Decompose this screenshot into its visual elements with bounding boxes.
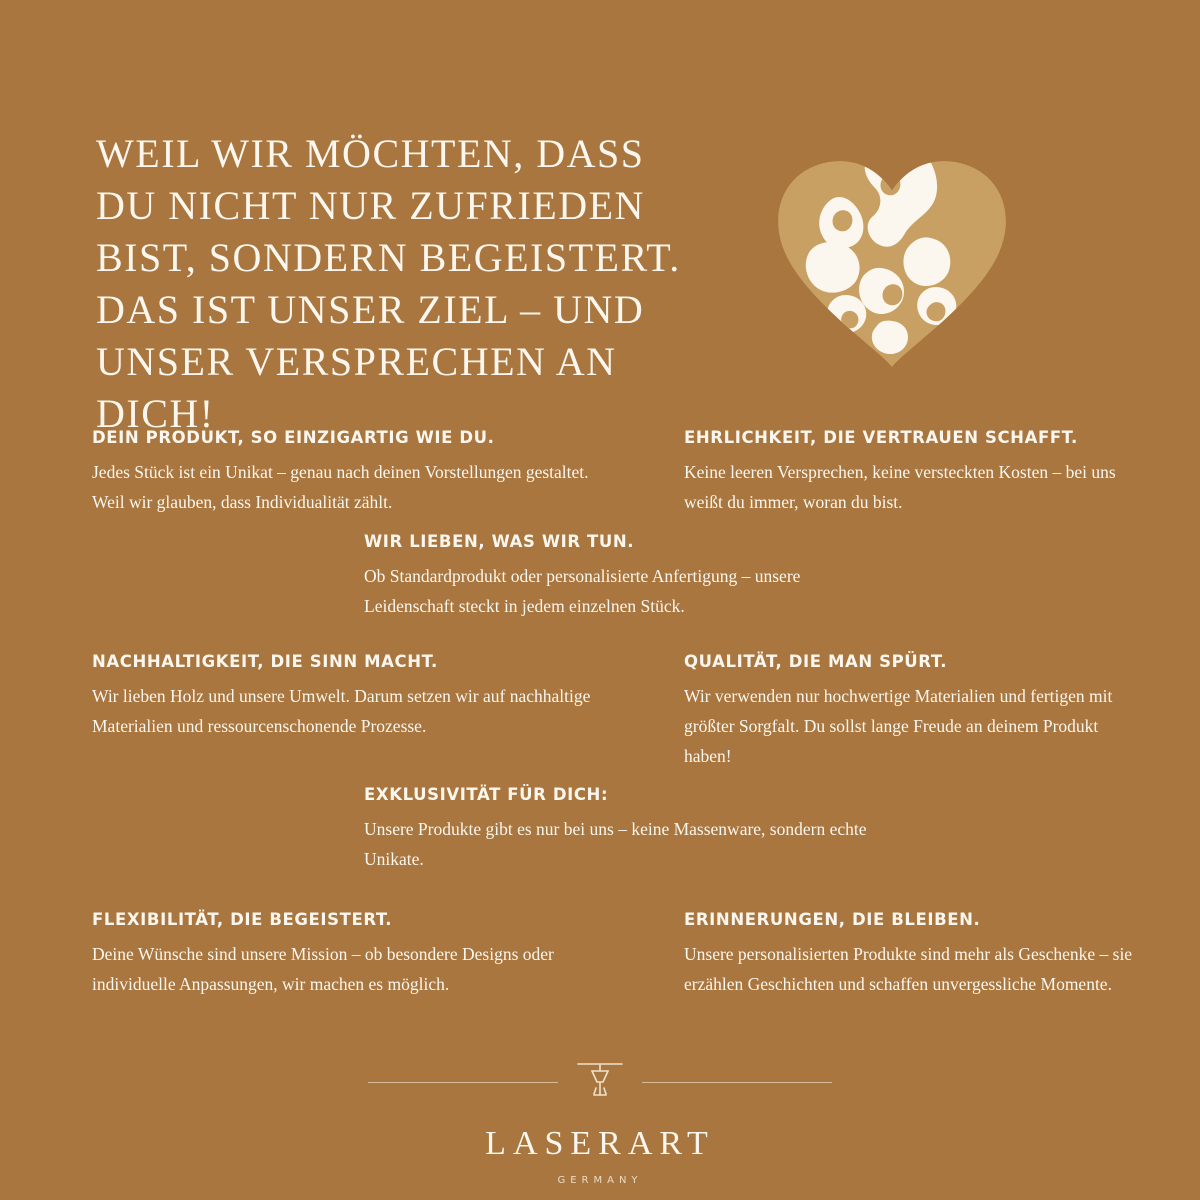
value-block-body: Jedes Stück ist ein Unikat – genau nach deinen Vorstellungen gestaltet. Weil wir glauben, dass Individualität zählt. [92, 462, 589, 512]
value-block-title: DEIN PRODUKT, SO EINZIGARTIG WIE DU. [92, 428, 495, 447]
value-block-dein-produkt [92, 428, 622, 517]
value-block-flexibilitaet [92, 910, 622, 999]
value-block-body: Wir lieben Holz und unsere Umwelt. Darum setzen wir auf nachhaltige Materialien und ressourcenschonende Prozesse. [92, 686, 591, 736]
value-block-body: Wir verwenden nur hochwertige Materialien und fertigen mit größter Sorgfalt. Du sollst lange Freude an deinem Produkt haben! [684, 686, 1113, 766]
value-block-body: Unsere personalisierten Produkte sind mehr als Geschenke – sie erzählen Geschichten und schaffen unvergessliche Momente. [684, 944, 1133, 994]
brand-name: LASERART [485, 1125, 715, 1162]
footer [0, 1055, 1200, 1186]
value-block-body: Deine Wünsche sind unsere Mission – ob besondere Designs oder individuelle Anpassungen, wir machen es möglich. [92, 944, 554, 994]
value-block-title: FLEXIBILITÄT, DIE BEGEISTERT. [92, 910, 393, 929]
value-block-ehrlichkeit [684, 428, 1144, 517]
value-block-erinnerungen [684, 910, 1144, 999]
divider-right [642, 1082, 832, 1083]
value-block-title: ERINNERUNGEN, DIE BLEIBEN. [684, 910, 981, 929]
value-block-exklusivitaet [364, 785, 884, 874]
value-block-body: Unsere Produkte gibt es nur bei uns – keine Massenware, sondern echte Unikate. [364, 819, 867, 869]
value-block-qualitaet [684, 652, 1144, 771]
value-block-body: Ob Standardprodukt oder personalisierte Anfertigung – unsere Leidenschaft steckt in jedem einzelnen Stück. [364, 566, 801, 616]
page-title: WEIL WIR MÖCHTEN, DASS DU NICHT NUR ZUFRIEDEN BIST, SONDERN BEGEISTERT. DAS IST UNSER ZIEL – UND UNSER VERSPRECHEN AN DICH! [96, 131, 681, 436]
brand-subtitle: GERMANY [557, 1175, 643, 1186]
value-block-nachhaltigkeit [92, 652, 622, 741]
value-block-body: Keine leeren Versprechen, keine versteckten Kosten – bei uns weißt du immer, woran du bist. [684, 462, 1116, 512]
divider-left [368, 1082, 558, 1083]
value-block-title: QUALITÄT, DIE MAN SPÜRT. [684, 652, 948, 671]
heart-world-icon [772, 155, 1012, 370]
laser-engraver-icon [568, 1055, 632, 1109]
footer-divider-row [0, 1055, 1200, 1109]
value-block-wir-lieben [364, 532, 884, 621]
value-block-title: WIR LIEBEN, WAS WIR TUN. [364, 532, 635, 551]
value-block-title: EXKLUSIVITÄT FÜR DICH: [364, 785, 609, 804]
value-block-title: EHRLICHKEIT, DIE VERTRAUEN SCHAFFT. [684, 428, 1078, 447]
value-block-title: NACHHALTIGKEIT, DIE SINN MACHT. [92, 652, 438, 671]
